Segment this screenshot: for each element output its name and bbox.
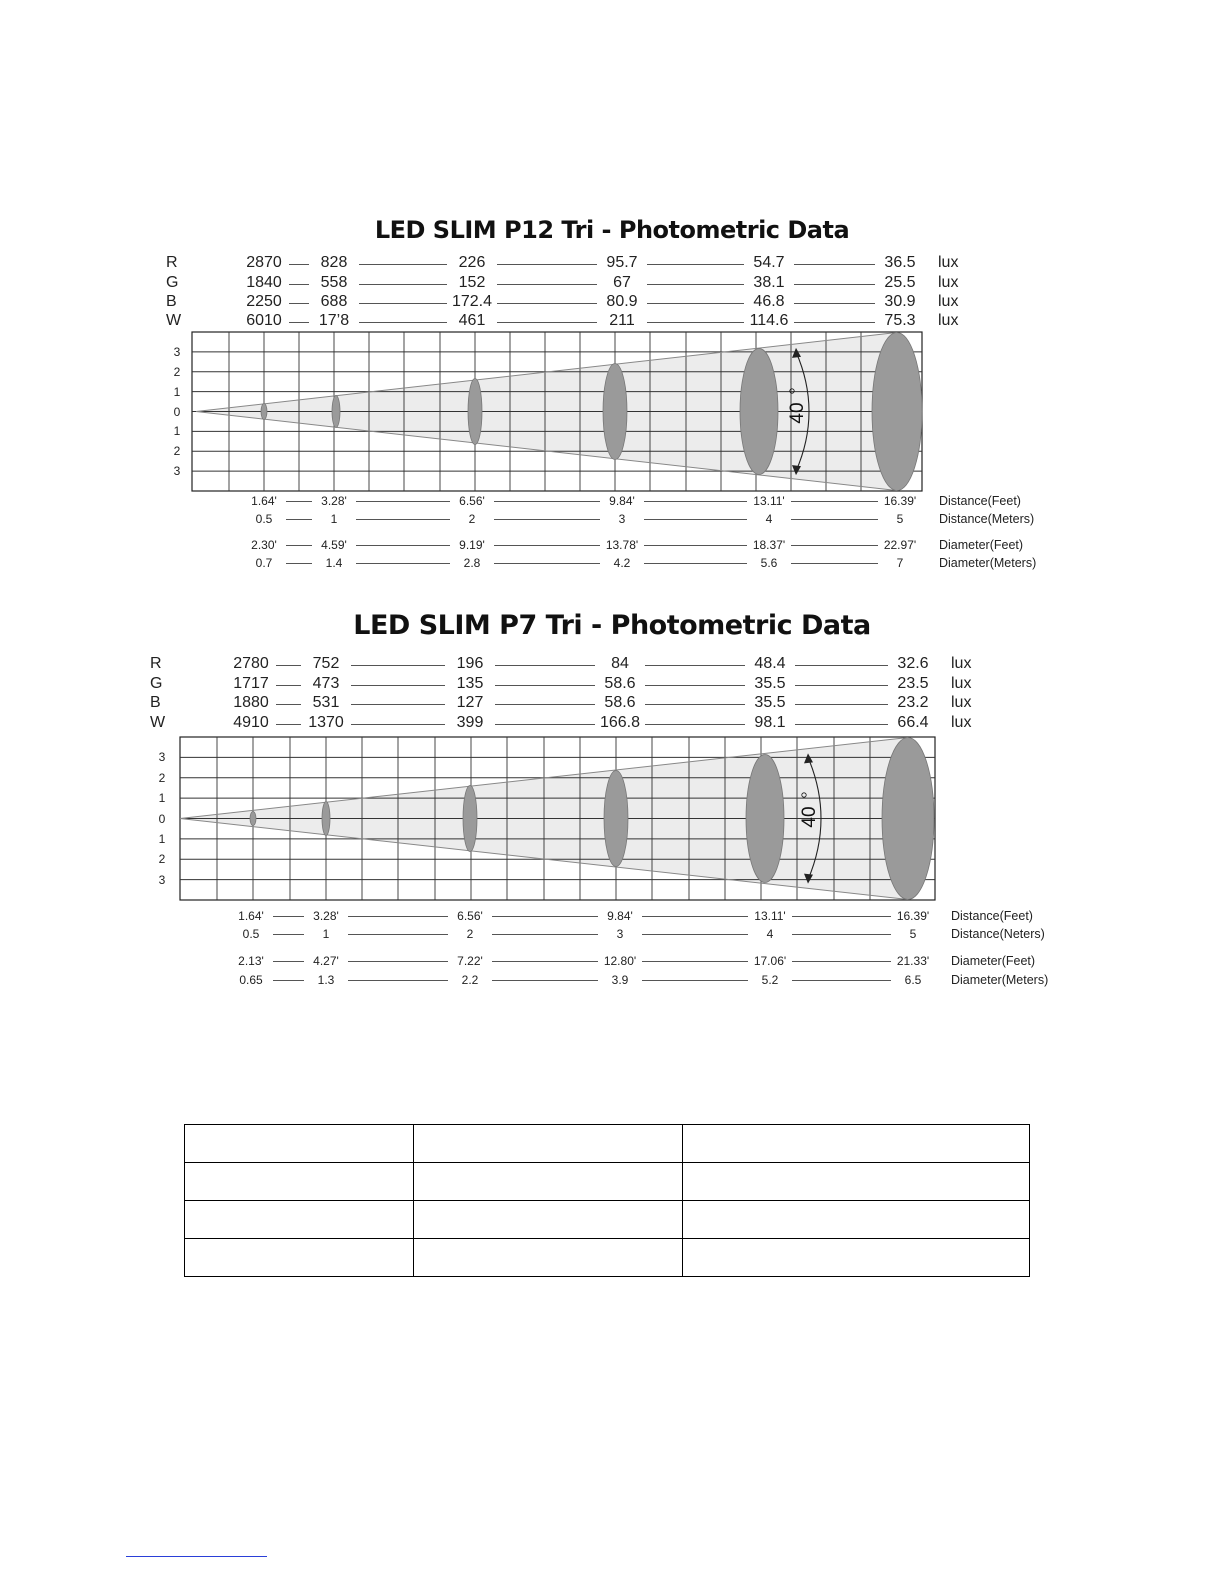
diameter-feet-value: 21.33'	[896, 954, 930, 968]
diameter-feet-value: 2.13'	[238, 954, 264, 968]
axis-tick-label: 2	[173, 364, 181, 379]
diameter-meters-value: 5.6	[760, 556, 778, 570]
lux-value: 54.7	[753, 254, 785, 271]
distance-feet-value: 9.84'	[609, 494, 635, 508]
distance-feet-value: 13.11'	[754, 909, 786, 923]
lux-value: 66.4	[897, 714, 929, 731]
axis-tick-label: 2	[158, 770, 166, 785]
lux-value: 828	[320, 254, 348, 271]
unit-label: lux	[938, 293, 959, 310]
lux-value: 30.9	[884, 293, 916, 310]
lux-value: 23.2	[897, 694, 929, 711]
lux-value: 25.5	[884, 274, 916, 291]
unit-label: lux	[951, 675, 972, 692]
lux-value: 1840	[246, 274, 282, 291]
table-cell	[185, 1239, 414, 1277]
distance-feet-value: 3.28'	[313, 909, 339, 923]
distance-meters-value: 5	[896, 512, 904, 526]
distance-feet-label: Distance(Feet)	[951, 909, 1033, 923]
leader-line	[492, 980, 598, 981]
lux-value: 127	[456, 694, 484, 711]
lux-value: 6010	[246, 312, 282, 329]
leader-line	[792, 980, 891, 981]
channel-label: B	[166, 293, 177, 310]
lux-value: 473	[312, 675, 340, 692]
diameter-feet-value: 18.37'	[752, 538, 786, 552]
beam-cross-section	[463, 786, 477, 852]
lux-value: 211	[609, 312, 635, 329]
lux-value: 114.6	[749, 312, 789, 329]
distance-feet-value: 6.56'	[459, 494, 485, 508]
diameter-feet-value: 22.97'	[883, 538, 917, 552]
distance-feet-value: 3.28'	[321, 494, 347, 508]
table-row	[185, 1201, 1030, 1239]
distance-meters-value: 3	[616, 927, 624, 941]
axis-tick-label: 2	[173, 444, 181, 459]
distance-meters-label: Distance(Neters)	[951, 927, 1045, 941]
axis-tick-label: 0	[158, 811, 166, 826]
lux-value: 17’8	[318, 312, 350, 329]
distance-feet-value: 13.11'	[753, 494, 785, 508]
distance-feet-value: 1.64'	[251, 494, 277, 508]
diameter-meters-value: 7	[896, 556, 904, 570]
table-cell	[683, 1239, 1030, 1277]
diameter-meters-value: 5.2	[761, 973, 779, 987]
lux-value: 4910	[233, 714, 269, 731]
table-cell	[414, 1163, 683, 1201]
lux-value: 135	[456, 675, 484, 692]
unit-label: lux	[938, 312, 959, 329]
lux-value: 1880	[233, 694, 269, 711]
channel-label: R	[150, 655, 162, 672]
diameter-meters-value: 2.2	[461, 973, 479, 987]
table-row	[185, 1163, 1030, 1201]
diameter-feet-value: 13.78'	[605, 538, 639, 552]
leader-line	[642, 916, 748, 917]
lux-value: 84	[611, 655, 629, 672]
lux-value: 23.5	[897, 675, 929, 692]
lux-value: 46.8	[753, 293, 785, 310]
axis-tick-label: 0	[173, 404, 181, 419]
distance-feet-value: 16.39'	[896, 909, 930, 923]
unit-label: lux	[951, 694, 972, 711]
distance-meters-value: 3	[618, 512, 626, 526]
diameter-feet-value: 12.80'	[603, 954, 637, 968]
distance-meters-value: 1	[330, 512, 338, 526]
leader-line	[642, 934, 748, 935]
diameter-feet-label: Diameter(Feet)	[939, 538, 1024, 552]
lux-value: 2780	[233, 655, 269, 672]
axis-tick-label: 3	[173, 344, 181, 359]
distance-meters-value: 1	[322, 927, 330, 941]
lux-value: 58.6	[604, 694, 636, 711]
leader-line	[348, 980, 448, 981]
lux-value: 36.5	[884, 254, 916, 271]
lux-value: 98.1	[754, 714, 786, 731]
beam-cross-section	[882, 738, 934, 900]
leader-line	[348, 916, 448, 917]
beam-angle-label: 40	[799, 806, 820, 828]
table-row	[185, 1125, 1030, 1163]
distance-feet-value: 6.56'	[457, 909, 483, 923]
lux-value: 461	[458, 312, 486, 329]
leader-line	[792, 934, 891, 935]
lux-value: 32.6	[897, 655, 929, 672]
lux-value: 1717	[233, 675, 269, 692]
footnote-separator	[126, 1556, 267, 1557]
distance-feet-value: 16.39'	[883, 494, 917, 508]
unit-label: lux	[938, 274, 959, 291]
lux-value: 38.1	[753, 274, 785, 291]
channel-label: B	[150, 694, 161, 711]
axis-tick-label: 3	[173, 464, 181, 479]
diameter-feet-value: 2.30'	[251, 538, 277, 552]
distance-meters-value: 4	[766, 927, 774, 941]
lux-value: 58.6	[604, 675, 636, 692]
diameter-feet-value: 9.19'	[459, 538, 485, 552]
distance-meters-value: 2	[468, 512, 476, 526]
axis-tick-label: 2	[158, 852, 166, 867]
lux-value: 399	[456, 714, 484, 731]
table-cell	[683, 1125, 1030, 1163]
axis-tick-label: 1	[173, 384, 181, 399]
distance-feet-label: Distance(Feet)	[939, 494, 1021, 508]
table-cell	[185, 1163, 414, 1201]
lux-value: 531	[312, 694, 340, 711]
table-cell	[414, 1239, 683, 1277]
table-cell	[683, 1163, 1030, 1201]
table-cell	[683, 1201, 1030, 1239]
lux-value: 1370	[308, 714, 344, 731]
beam-cross-section	[322, 802, 330, 836]
table-cell	[414, 1125, 683, 1163]
diameter-meters-label: Diameter(Meters)	[951, 973, 1049, 987]
lux-value: 67	[613, 274, 631, 291]
diameter-feet-label: Diameter(Feet)	[951, 954, 1036, 968]
axis-tick-label: 1	[173, 424, 181, 439]
unit-label: lux	[951, 655, 972, 672]
diameter-meters-value: 2.8	[463, 556, 481, 570]
channel-label: R	[166, 254, 178, 271]
lux-value: 752	[312, 655, 340, 672]
leader-line	[273, 934, 304, 935]
diameter-meters-value: 6.5	[904, 973, 922, 987]
channel-label: G	[150, 675, 163, 692]
lux-value: 35.5	[754, 675, 786, 692]
leader-line	[792, 961, 891, 962]
diameter-meters-value: 1.3	[317, 973, 335, 987]
axis-tick-label: 3	[158, 750, 166, 765]
diameter-meters-value: 1.4	[325, 556, 343, 570]
distance-meters-value: 5	[909, 927, 917, 941]
lux-value: 2250	[246, 293, 282, 310]
distance-meters-value: 0.5	[255, 512, 273, 526]
diameter-feet-value: 4.59'	[321, 538, 347, 552]
lux-value: 95.7	[606, 254, 638, 271]
blank-table	[184, 1124, 1030, 1277]
channel-label: W	[150, 714, 166, 731]
table-row	[185, 1239, 1030, 1277]
lux-value: 196	[456, 655, 484, 672]
distance-meters-value: 4	[765, 512, 773, 526]
lux-value: 226	[458, 254, 486, 271]
diameter-feet-value: 7.22'	[457, 954, 483, 968]
axis-tick-label: 1	[158, 831, 166, 846]
beam-cross-section	[250, 812, 256, 826]
lux-value: 48.4	[754, 655, 786, 672]
lux-value: 35.5	[754, 694, 786, 711]
channel-label: G	[166, 274, 179, 291]
lux-value: 558	[320, 274, 348, 291]
lux-value: 688	[320, 293, 348, 310]
distance-feet-value: 1.64'	[238, 909, 264, 923]
leader-line	[273, 961, 304, 962]
diameter-feet-value: 4.27'	[313, 954, 339, 968]
leader-line	[492, 916, 598, 917]
axis-tick-label: 3	[158, 872, 166, 887]
table-cell	[185, 1201, 414, 1239]
distance-feet-value: 9.84'	[607, 909, 633, 923]
beam-angle-label: 40	[787, 402, 808, 424]
beam-cross-section	[604, 771, 628, 867]
axis-tick-label: 1	[158, 791, 166, 806]
leader-line	[642, 980, 748, 981]
leader-line	[348, 934, 448, 935]
diameter-meters-value: 3.9	[611, 973, 629, 987]
diameter-meters-value: 4.2	[613, 556, 631, 570]
lux-value: 80.9	[606, 293, 638, 310]
unit-label: lux	[951, 714, 972, 731]
lux-value: 172.4	[451, 293, 493, 310]
table-cell	[414, 1201, 683, 1239]
diameter-meters-label: Diameter(Meters)	[939, 556, 1037, 570]
lux-value: 75.3	[884, 312, 916, 329]
lux-value: 2870	[246, 254, 282, 271]
lux-value: 166.8	[599, 714, 641, 731]
leader-line	[792, 916, 891, 917]
leader-line	[642, 961, 748, 962]
distance-meters-label: Distance(Meters)	[939, 512, 1035, 526]
lux-value: 152	[458, 274, 486, 291]
leader-line	[492, 934, 598, 935]
diameter-meters-value: 0.7	[255, 556, 273, 570]
chart-title: LED SLIM P7 Tri - Photometric Data	[353, 610, 871, 641]
leader-line	[273, 916, 304, 917]
beam-cross-section	[746, 755, 784, 883]
distance-meters-value: 0.5	[242, 927, 260, 941]
channel-label: W	[166, 312, 182, 329]
diameter-meters-value: 0.65	[239, 973, 263, 987]
unit-label: lux	[938, 254, 959, 271]
leader-line	[492, 961, 598, 962]
distance-meters-value: 2	[466, 927, 474, 941]
chart-title: LED SLIM P12 Tri - Photometric Data	[374, 216, 850, 244]
leader-line	[273, 980, 304, 981]
diameter-feet-value: 17.06'	[753, 954, 787, 968]
table-cell	[185, 1125, 414, 1163]
leader-line	[348, 961, 448, 962]
